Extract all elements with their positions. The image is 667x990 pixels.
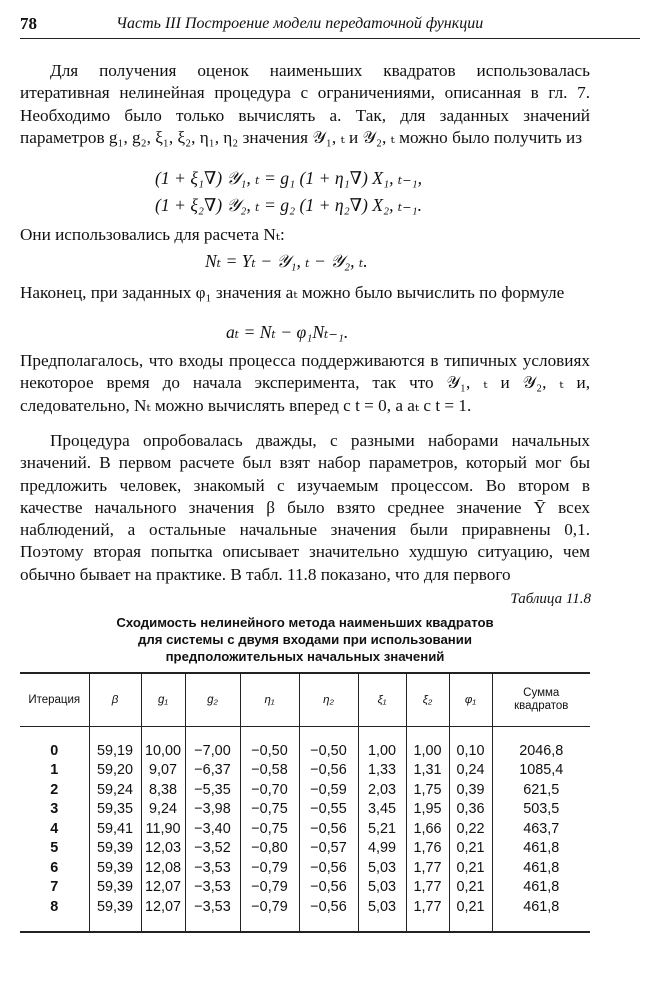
cell-beta: 59,35 (89, 800, 141, 820)
cell-xi2: 1,66 (406, 819, 449, 839)
cell-eta1: −0,80 (240, 839, 299, 859)
header-xi1: ξ₁ (358, 673, 406, 727)
cell-g2: −3,53 (185, 897, 240, 932)
cell-xi2: 1,77 (406, 878, 449, 898)
table-row (20, 897, 590, 932)
table-row (20, 800, 590, 820)
table-label: Таблица 11.8 (510, 591, 591, 607)
paragraph-assumption: Предполагалось, что входы процесса поддерживаются в типичных условиях некоторое время до начала эксперимента, так что 𝒴₁, ₜ и 𝒴₂, ₜ и, следовательно, Nₜ можно вычислять вперед с t = 0, а aₜ с t = 1. (20, 351, 590, 415)
header-sum-squares-label: Сумма квадратов (514, 687, 569, 712)
cell-phi1: 0,21 (449, 878, 492, 898)
cell-beta: 59,19 (89, 727, 141, 761)
convergence-table (20, 672, 590, 933)
paragraph-procedure: Процедура опробовалась дважды, с разными наборами начальных значений. В первом расчете был взят набор параметров, который мог бы предложить человек, знакомый с изучаемым процессом. Во втором в качестве начального значения β было взято среднее значение Ȳ всех наблюдений, а остальные начальные значения были приравнены 0,1. Поэтому вторая попытка описывает значительно худшую ситуацию, чем обычно бывает на практике. В табл. 11.8 показано, что для первого (20, 431, 590, 584)
cell-iteration: 6 (20, 858, 89, 878)
equation-3: Nₜ = Yₜ − 𝒴₁, ₜ − 𝒴₂, ₜ. (205, 251, 368, 271)
cell-phi1: 0,36 (449, 800, 492, 820)
cell-xi1: 5,21 (358, 819, 406, 839)
cell-beta: 59,24 (89, 780, 141, 800)
cell-eta2: −0,56 (299, 878, 358, 898)
cell-iteration: 3 (20, 800, 89, 820)
caption-line: для системы с двумя входами при использовании (138, 632, 472, 647)
cell-phi1: 0,24 (449, 761, 492, 781)
cell-sum-squares: 461,8 (492, 858, 590, 878)
cell-eta1: −0,79 (240, 858, 299, 878)
cell-xi2: 1,77 (406, 897, 449, 932)
cell-xi1: 2,03 (358, 780, 406, 800)
cell-g2: −3,98 (185, 800, 240, 820)
cell-g1: 8,38 (141, 780, 185, 800)
cell-iteration: 1 (20, 761, 89, 781)
paragraph-intro: Для получения оценок наименьших квадратов использовалась итеративная нелинейная процедура с ограничениями, описанная в гл. 7. Необходимо было только вычислять a. Так, для заданных значений параметров g₁, g₂, ξ₁, ξ₂, η₁, η₂ значения 𝒴₁, ₜ и 𝒴₂, ₜ можно было получить из (20, 61, 590, 147)
header-eta1: η₁ (240, 673, 299, 727)
cell-eta2: −0,56 (299, 761, 358, 781)
cell-sum-squares: 461,8 (492, 897, 590, 932)
paragraph-formula: Наконец, при заданных φ₁ значения aₜ можно было вычислить по формуле (20, 283, 565, 302)
header-eta2: η₂ (299, 673, 358, 727)
cell-sum-squares: 2046,8 (492, 727, 590, 761)
cell-g1: 9,07 (141, 761, 185, 781)
cell-xi1: 1,00 (358, 727, 406, 761)
cell-iteration: 4 (20, 819, 89, 839)
cell-g2: −3,53 (185, 858, 240, 878)
cell-beta: 59,20 (89, 761, 141, 781)
cell-xi2: 1,00 (406, 727, 449, 761)
header-g1: g₁ (141, 673, 185, 727)
cell-xi1: 3,45 (358, 800, 406, 820)
page-header (20, 12, 640, 39)
cell-g1: 12,07 (141, 878, 185, 898)
cell-phi1: 0,10 (449, 727, 492, 761)
cell-phi1: 0,21 (449, 839, 492, 859)
cell-phi1: 0,21 (449, 858, 492, 878)
cell-beta: 59,39 (89, 858, 141, 878)
cell-g1: 11,90 (141, 819, 185, 839)
cell-sum-squares: 461,8 (492, 839, 590, 859)
cell-iteration: 7 (20, 878, 89, 898)
cell-eta1: −0,58 (240, 761, 299, 781)
cell-eta1: −0,75 (240, 800, 299, 820)
table-row (20, 839, 590, 859)
cell-eta2: −0,56 (299, 858, 358, 878)
cell-xi2: 1,95 (406, 800, 449, 820)
table-body (20, 727, 590, 932)
cell-sum-squares: 503,5 (492, 800, 590, 820)
cell-phi1: 0,21 (449, 897, 492, 932)
table-row (20, 780, 590, 800)
cell-xi1: 5,03 (358, 858, 406, 878)
header-g2: g₂ (185, 673, 240, 727)
cell-g2: −3,52 (185, 839, 240, 859)
cell-beta: 59,39 (89, 878, 141, 898)
cell-eta1: −0,79 (240, 878, 299, 898)
cell-eta1: −0,50 (240, 727, 299, 761)
page-number: 78 (20, 14, 37, 33)
table-caption (20, 614, 590, 665)
cell-eta2: −0,55 (299, 800, 358, 820)
table-row (20, 727, 590, 761)
header-phi1: φ₁ (449, 673, 492, 727)
cell-xi1: 1,33 (358, 761, 406, 781)
cell-eta2: −0,59 (299, 780, 358, 800)
cell-iteration: 8 (20, 897, 89, 932)
cell-g1: 12,08 (141, 858, 185, 878)
header-beta: β (89, 673, 141, 727)
header-sum-squares (492, 673, 590, 727)
cell-g1: 12,03 (141, 839, 185, 859)
cell-xi1: 5,03 (358, 878, 406, 898)
equation-1: (1 + ξ₁∇) 𝒴₁, ₜ = g₁ (1 + η₁∇) X₁, ₜ₋₁, (155, 168, 423, 188)
cell-sum-squares: 1085,4 (492, 761, 590, 781)
table-row (20, 878, 590, 898)
cell-xi1: 5,03 (358, 897, 406, 932)
cell-eta1: −0,79 (240, 897, 299, 932)
cell-iteration: 5 (20, 839, 89, 859)
running-title: Часть III Построение модели передаточной функции (116, 15, 484, 32)
cell-eta2: −0,56 (299, 897, 358, 932)
paragraph-nt: Они использовались для расчета Nₜ: (20, 225, 285, 244)
caption-line: предположительных начальных значений (165, 649, 445, 664)
table-row (20, 761, 590, 781)
cell-g2: −6,37 (185, 761, 240, 781)
caption-line: Сходимость нелинейного метода наименьших квадратов (116, 615, 494, 630)
cell-beta: 59,39 (89, 897, 141, 932)
cell-sum-squares: 621,5 (492, 780, 590, 800)
cell-xi2: 1,75 (406, 780, 449, 800)
cell-sum-squares: 463,7 (492, 819, 590, 839)
cell-iteration: 0 (20, 727, 89, 761)
table-row (20, 819, 590, 839)
cell-xi2: 1,31 (406, 761, 449, 781)
cell-g1: 12,07 (141, 897, 185, 932)
cell-beta: 59,41 (89, 819, 141, 839)
cell-xi2: 1,76 (406, 839, 449, 859)
cell-eta1: −0,75 (240, 819, 299, 839)
cell-g1: 10,00 (141, 727, 185, 761)
cell-eta2: −0,57 (299, 839, 358, 859)
header-xi2: ξ₂ (406, 673, 449, 727)
cell-xi1: 4,99 (358, 839, 406, 859)
cell-g2: −3,53 (185, 878, 240, 898)
cell-eta1: −0,70 (240, 780, 299, 800)
cell-iteration: 2 (20, 780, 89, 800)
cell-beta: 59,39 (89, 839, 141, 859)
cell-eta2: −0,56 (299, 819, 358, 839)
cell-g2: −5,35 (185, 780, 240, 800)
cell-phi1: 0,39 (449, 780, 492, 800)
equation-2: (1 + ξ₂∇) 𝒴₂, ₜ = g₂ (1 + η₂∇) X₂, ₜ₋₁. (155, 195, 423, 215)
cell-xi2: 1,77 (406, 858, 449, 878)
equation-4: aₜ = Nₜ − φ₁Nₜ₋₁. (226, 322, 349, 342)
cell-g1: 9,24 (141, 800, 185, 820)
table-header-row (20, 673, 590, 727)
cell-g2: −7,00 (185, 727, 240, 761)
cell-eta2: −0,50 (299, 727, 358, 761)
cell-phi1: 0,22 (449, 819, 492, 839)
cell-sum-squares: 461,8 (492, 878, 590, 898)
header-iteration: Итерация (20, 673, 89, 727)
cell-g2: −3,40 (185, 819, 240, 839)
table-row (20, 858, 590, 878)
